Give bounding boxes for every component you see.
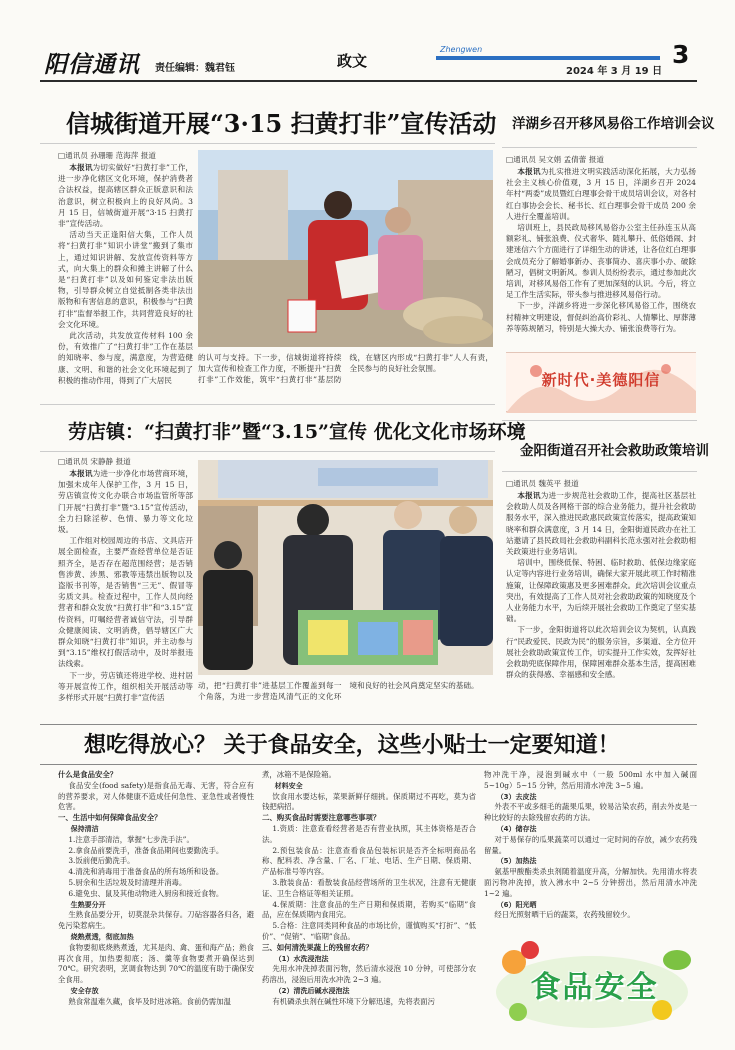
- article-title: [502, 96, 715, 148]
- section-heading: 三、如何清洗果蔬上的残留农药？: [262, 942, 373, 952]
- sub-heading: （4）储存法: [496, 824, 537, 833]
- lead-label: 本报讯: [69, 469, 93, 478]
- paragraph: 为进一步规范社会救助工作，提高社区基层社会救助人员及各网格干部的综合业务能力，提升社会救助服务水平，深入推进民政惠民政策宣传落实，提高政策知晓率和群众满意度，3 月 14 日，金阳街道民政办在社工站邀请了县民政局社会救助科副科长范永强对社会救助相关政策进行业务培训。: [506, 491, 697, 557]
- food-column: [484, 770, 697, 921]
- list-item: 1.注意手部清洁，掌握“七步洗手法”。: [68, 834, 194, 844]
- list-item: 5.合格：注意同类同种食品的市场比价，谨慎购买“打折”、“低价”、“促销”、“临期”食品。: [262, 921, 476, 941]
- byline: □通讯员 魏英平 报道: [506, 479, 579, 488]
- editor-credit: 责任编辑：魏君钰: [155, 63, 235, 74]
- badge-text: 食品安全: [530, 970, 659, 1005]
- masthead-logo: 阳信通讯: [44, 51, 140, 78]
- paragraph: 煮，冰箱不是保险箱。: [262, 770, 336, 779]
- paragraph: 氨基甲酸酯类杀虫剂随着温度升高，分解加快。先用清水将表面污物冲洗掉，放入沸水中 2~5 分钟捞出，然后用清水冲洗 1~2 遍。: [484, 867, 697, 898]
- paragraph: 物冲洗干净，浸泡到碱水中（一般 500ml 水中加入碱面 5~10g）5~15 分钟，然后用清水冲洗 3~5 遍。: [484, 770, 697, 790]
- sub-heading: （6）阳光晒: [496, 900, 537, 909]
- section-title: 政文: [337, 52, 368, 70]
- paragraph: 食物要彻底烧熟煮透，尤其是肉、禽、蛋和海产品；熟食再次食用，加热要彻底；汤、羹等食物要煮开确保达到70℃。研究表明，烹调食物达到 70℃的温度有助于确保安全食用。: [58, 942, 254, 985]
- list-item: 2.预包装食品：注意查看食品包装标识是否齐全标明商品名称、配料表、净含量、厂名、厂址、电话、生产日期、保质期、产品标准号等内容。: [262, 845, 476, 877]
- masthead-rule: [40, 80, 697, 82]
- banner-new-era: [506, 352, 696, 412]
- byline: □通讯员 孙珊珊 范海萍 报道: [58, 151, 156, 160]
- headline: 金阳街道召开社会救助政策培训: [520, 443, 709, 459]
- section-heading: 二、购买食品时需要注意哪些事项？: [262, 813, 381, 823]
- list-item: 2.拿食品前要洗手，准备食品期间也要勤洗手。: [68, 845, 224, 855]
- food-safety-badge: [492, 932, 697, 1032]
- masthead: [0, 0, 735, 86]
- list-item: 3.散装食品：看散装食品经营场所的卫生状况，注意有无健康证、卫生合格证等相关证照。: [262, 877, 476, 898]
- food-title-rule: [40, 724, 697, 725]
- paragraph: 活动当天正逢阳信大集，工作人员将“扫黄打非”知识小讲堂”搬到了集市上，通过知识讲解、发放宣传资料等方式，向大集上的群众和摊主讲解了什么是“扫黄打非”以及如何鉴定非法出版物，引导群众树立自觉抵制各类非法出版物和有害信息的意识，积极参与“扫黄打非”监督举报工作，共同营造良好的社会文化环境。: [58, 230, 193, 329]
- section-heading: 一、生活中如何保障食品安全？: [58, 813, 162, 823]
- byline: □通讯员 吴文娟 孟倩蕾 报道: [506, 155, 604, 164]
- sub-heading: 安全存放: [70, 986, 99, 995]
- sub-heading: 生熟要分开: [70, 900, 106, 909]
- paragraph: 有机磷杀虫剂在碱性环境下分解迅速，先将表面污: [272, 996, 435, 1006]
- lead-label: 本报讯: [69, 163, 93, 172]
- photo-market-campaign: [198, 150, 493, 347]
- paragraph: 下一步，劳店镇还将进学校、进村居等开展宣传工作，组织相关开展活动等多样形式开展“扫黄打非”宣传活: [58, 670, 193, 703]
- paragraph: 培训班上，县民政局移风易俗办公室主任孙连玉从高额彩礼、铺张浪费、仪式奢华、随礼攀升、低俗婚闹、封建迷信六个方面进行了详细生动的讲述，让各位红白理事会成员充分了解婚事新办、丧事简办、喜庆事小办、破除陋习，倡树文明新风。参训人员纷纷表示，通过参加此次培训，对移风易俗工作有了更加深刻的认识。今后，将立足工作生活实际，带头参与推进移风易俗行动。: [506, 223, 696, 300]
- food-column: [58, 770, 254, 1008]
- lead-label: 本报讯: [517, 167, 541, 176]
- list-item: 4.清洗和消毒用于准备食品的所有场所和设备。: [68, 867, 224, 877]
- article-title: [502, 420, 709, 472]
- paragraph: 外表不平或多细毛的蔬果瓜果，较易沾染农药，削去外皮是一种比较好的去除残留农药的方法。: [484, 802, 697, 823]
- paragraph: 此次活动，共发放宣传材料 100 余份，有效推广了“扫黄打非”工作在基层的知晓率、参与度，满意度，为营造健康、文明、和谐的社会文化环境起到了积极的推动作用，得到了广大居民: [58, 331, 193, 385]
- list-item: 4.保质期：注意食品的生产日期和保质期，若购买“临期”食品，应在保质期内食用完。: [262, 899, 476, 920]
- headline: 信城街道开展“3·15 扫黄打非”宣传活动: [66, 109, 497, 138]
- food-title-rule: [40, 764, 697, 765]
- article-title: [40, 96, 495, 144]
- sub-heading: 保持清洁: [70, 824, 99, 833]
- sub-heading: （2）清洗后碱水浸泡法: [274, 986, 350, 995]
- paragraph: 工作组对校园周边的书店、文具店开展全面检查，主要严查经营单位是否证照齐全，是否存在超范围经营；是否销售涉黄、涉黑、邪教等违禁出版物以及盗版书刊等，是否销售“三无”、假冒等劣质文具。检查过程中，工作人员向经营者和群众发放“扫黄打非”和“3.15”宣传资料，叮嘱经营者诚信守法，引导群众健康阅读、文明消费，倡导辖区广大群众知晓“扫黄打非”知识，并主动参与到“3.15”维权打假活动中，及时举报违法线索。: [58, 536, 193, 669]
- paragraph: 动，把“扫黄打非”进基层工作覆盖到每一个角落，为进一步营造风清气正的文化环境和良好的社会风尚奠定坚实的基础。: [198, 681, 479, 702]
- sub-heading: （5）加热法: [496, 857, 537, 866]
- photo-bookstore-inspection: [198, 460, 493, 675]
- headline: 劳店镇：“扫黄打非”暨“3.15”宣传 优化文化市场环境: [68, 421, 526, 443]
- paragraph: 的认可与支持。下一步，信城街道将持续加大宣传和检查工作力度，不断提升“扫黄打非”工作效能，筑牢“扫黄打非”基层防线，在辖区内形成“扫黄打非”人人有责，全民参与的良好社会氛围。: [198, 353, 493, 385]
- article-continuation: [198, 680, 493, 702]
- headline: 洋湖乡召开移风易俗工作培训会议: [512, 116, 715, 132]
- article-column: [506, 478, 696, 680]
- paragraph: 为扎实推进文明实践活动深化拓展，大力弘扬社会主义核心价值观，3 月 15 日，洋湖乡召开 2024 年村“两委”成员暨红白理事会骨干成员培训会议，对各村红白事协会会长、秘书长、红白理事会骨干成员 200 余人进行全覆盖培训。: [506, 167, 697, 221]
- food-column: [262, 770, 476, 1008]
- paragraph: 生熟食品要分开，切莫混杂共保存。刀砧容器各归各，避免污染惹病生。: [58, 910, 254, 931]
- paragraph: 饮食用水要达标，菜果新鲜仔细挑。保质期过不再吃，莫为省钱把病招。: [262, 791, 476, 812]
- paragraph: 熟食常温难久藏，食毕及时进冰箱。食前仍需加温: [68, 996, 231, 1006]
- paragraph: 下一步，金阳街道将以此次培训会议为契机，认真践行“民政爱民、民政为民”的服务宗旨，多渠道、全方位开展社会救助政策宣传工作，切实提升工作实效，发挥好社会救助兜底保障作用，保障困难群众基本生活，提高困难群众的获得感、幸福感和安全感。: [506, 625, 697, 680]
- page-number: 3: [672, 40, 690, 69]
- paragraph: 经日光照射晒干后的蔬菜，农药残留较少。: [494, 910, 635, 920]
- byline: □通讯员 宋静静 报道: [58, 457, 131, 466]
- list-item: 6.避免虫、鼠及其他动物进入厨房和接近食物。: [68, 888, 224, 898]
- paragraph: 下一步，洋湖乡将进一步深化移风易俗工作，围绕农村精神文明建设，督促纠治高价彩礼、人情攀比、厚葬薄养等陈规陋习，特别是大操大办、铺张浪费等行为。: [506, 301, 696, 333]
- sub-heading: （1）水洗浸泡法: [274, 954, 329, 963]
- section-bar: [436, 56, 660, 60]
- paragraph: 为切实做好“扫黄打非”工作，进一步净化辖区文化环境，保护消费者合法权益，提高辖区群众正版意识和法治意识，树立积极向上的良好风尚。3 月 15 日，信城街道开展“3·15 扫黄打非”宣传活动。: [58, 163, 194, 229]
- article-column: [506, 154, 696, 334]
- banner-text: 新时代·美德阳信: [541, 371, 661, 389]
- article-continuation: [198, 352, 493, 386]
- article-title: [40, 404, 526, 452]
- sub-heading: 材料安全: [274, 781, 303, 790]
- article-column: [58, 456, 193, 703]
- paragraph: 培训中，围绕低保、特困、临时救助、低保边缘家庭认定等内容进行业务培训，确保大家开展此项工作时精准施策，让保障政策惠及更多困难群众。此次培训会议重点突出，有效提高了工作人员对社会救助政策的知晓度及个人业务能力水平，为后续开展社会救助工作奠定了坚实基础。: [506, 558, 696, 624]
- list-item: 1.资质：注意查看经营者是否有营业执照，其主体资格是否合法。: [262, 823, 476, 844]
- paragraph: 对于易保存的瓜果蔬菜可以通过一定时间的存放，减少农药残留量。: [484, 834, 697, 855]
- paragraph: 食品安全(food safety)是指食品无毒、无害，符合应有的营养要求，对人体健康不造成任何急性、亚急性或者慢性危害。: [58, 780, 254, 812]
- paragraph: 先用水冲洗掉表面污物，然后清水浸泡 10 分钟，可使部分农药溶出，浸泡后用洗水冲洗 2~3 遍。: [262, 964, 476, 985]
- list-item: 3.饭前便后勤洗手。: [68, 856, 135, 866]
- issue-date: 2024 年 3 月 19 日: [566, 66, 663, 77]
- list-item: 5.厨余和生活垃圾及时清理并消毒。: [68, 877, 187, 887]
- article-column: [58, 150, 193, 386]
- sub-heading: （3）去皮法: [496, 792, 537, 801]
- lead-label: 本报讯: [517, 491, 541, 500]
- paragraph: 为进一步净化市场营商环境，加强未成年人保护工作，3 月 15 日，劳店镇宣传文化办联合市场监管所等部门开展“扫黄打非”暨“3.15”宣传活动，全力扫除淫秽、色情、暴力等文化垃圾。: [58, 469, 193, 535]
- sub-heading: 烧熟煮透，彻底加热: [70, 932, 134, 941]
- section-pinyin: Zhengwen: [440, 45, 483, 54]
- food-safety-title: 想吃得放心？ 关于食品安全，这些小贴士一定要知道！: [84, 732, 620, 758]
- section-heading: 什么是食品安全？: [58, 770, 118, 779]
